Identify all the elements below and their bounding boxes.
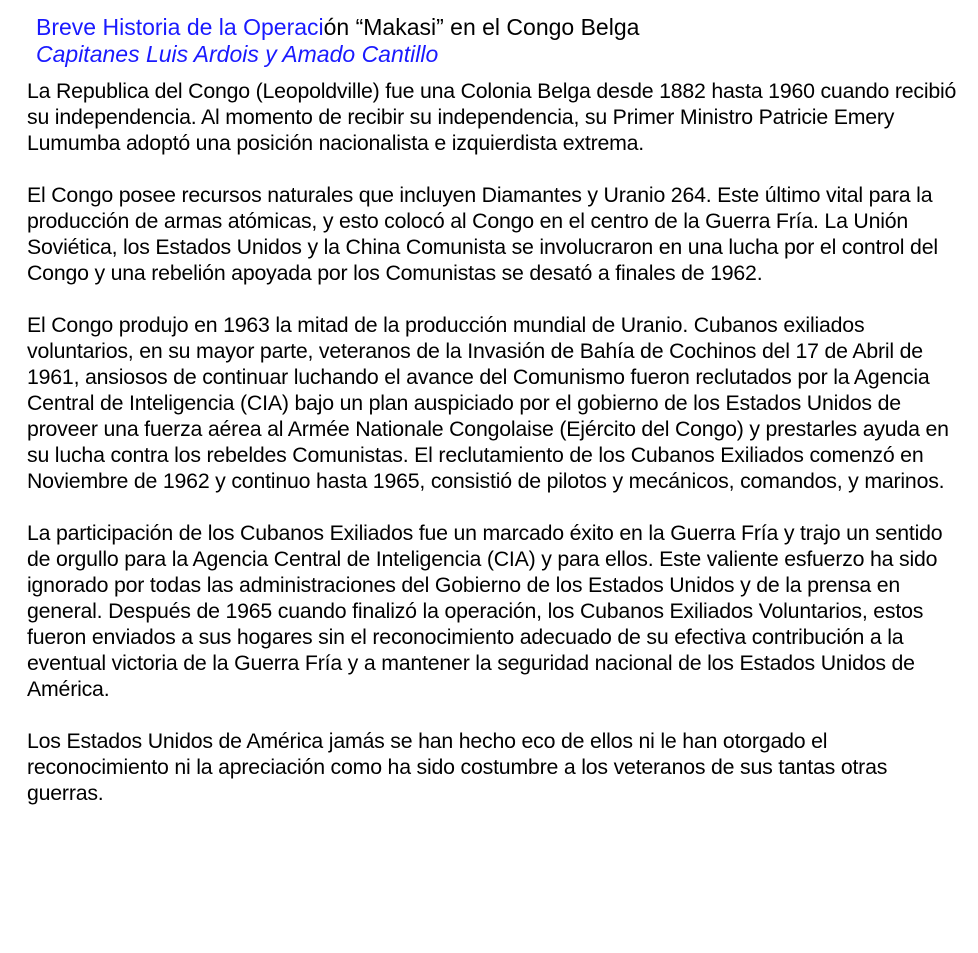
document-title (36, 14, 639, 41)
paragraph-4: La participación de los Cubanos Exiliados fue un marcado éxito en la Guerra Fría y trajo un sentido de orgullo para la Agencia Central de Inteligencia (CIA) y para ellos. Este valiente esfuerzo ha sido ignorado por todas las administraciones del Gobierno de los Estados Unidos y de la prensa en general. Después de 1965 cuando finalizó la operación, los Cubanos Exiliados Voluntarios, estos fueron enviados a sus hogares sin el reconocimiento adecuado de su efectiva contribución a la eventual victoria de la Guerra Fría y a mantener la seguridad nacional de los Estados Unidos de América. (27, 521, 943, 701)
document-body (27, 78, 967, 806)
paragraph-1: La Republica del Congo (Leopoldville) fue una Colonia Belga desde 1882 hasta 1960 cuando recibió su independencia. Al momento de recibir su independencia, su Primer Ministro Patricie Emery Lumumba adoptó una posición nacionalista e izquierdista extrema. (27, 79, 957, 155)
document-header (36, 14, 639, 68)
paragraph-2: El Congo posee recursos naturales que incluyen Diamantes y Uranio 264. Este último vital para la producción de armas atómicas, y esto colocó al Congo en el centro de la Guerra Fría. La Unión Soviética, los Estados Unidos y la China Comunista se involucraron en una lucha por el control del Congo y una rebelión apoyada por los Comunistas se desató a finales de 1962. (27, 183, 938, 285)
paragraph-3: El Congo produjo en 1963 la mitad de la producción mundial de Uranio. Cubanos exiliados voluntarios, en su mayor parte, veteranos de la Invasión de Bahía de Cochinos del 17 de Abril de 1961, ansiosos de continuar luchando el avance del Comunismo fueron reclutados por la Agencia Central de Inteligencia (CIA) bajo un plan auspiciado por el gobierno de los Estados Unidos de proveer una fuerza aérea al Armée Nationale Congolaise (Ejército del Congo) y prestarles ayuda en su lucha contra los rebeldes Comunistas. El reclutamiento de los Cubanos Exiliados comenzó en Noviembre de 1962 y continuo hasta 1965, consistió de pilotos y mecánicos, comandos, y marinos. (27, 313, 949, 493)
document-subtitle: Capitanes Luis Ardois y Amado Cantillo (36, 41, 439, 67)
title-plain-part: ón “Makasi” en el Congo Belga (323, 14, 640, 40)
paragraph-5: Los Estados Unidos de América jamás se han hecho eco de ellos ni le han otorgado el reconocimiento ni la apreciación como ha sido costumbre a los veteranos de sus tantas otras guerras. (27, 729, 888, 805)
title-highlighted-part: Breve Historia de la Operaci (36, 14, 324, 40)
